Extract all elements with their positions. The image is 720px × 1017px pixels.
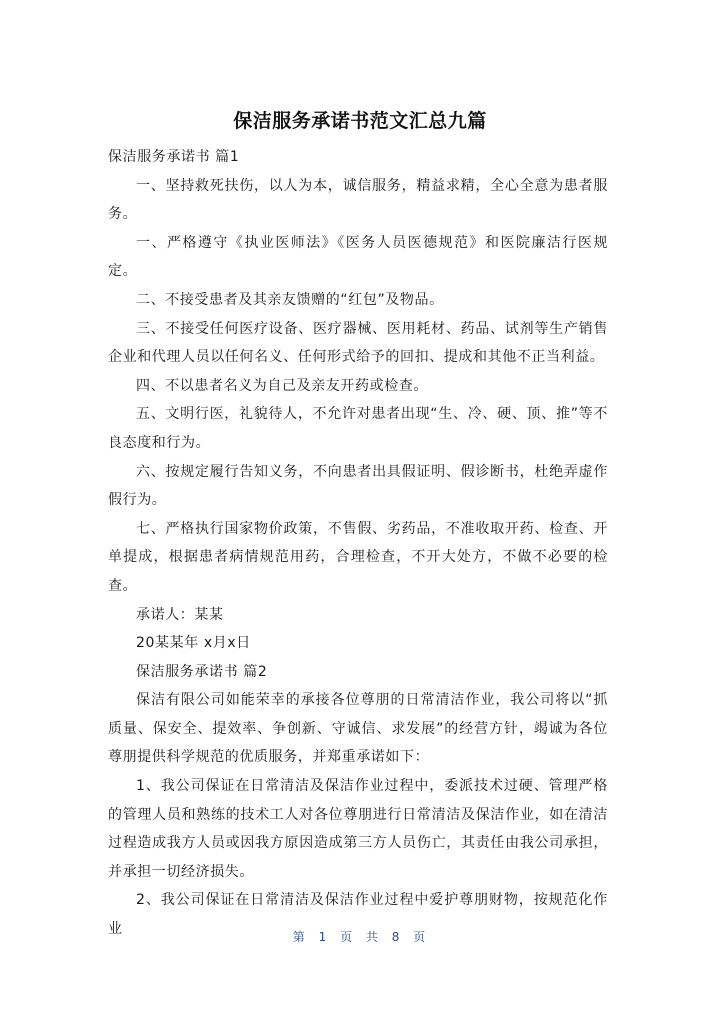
document-title: 保洁服务承诺书范文汇总九篇 [233,110,487,132]
paragraph: 一、严格遵守《执业医师法》《医务人员医德规范》和医院廉洁行医规定。 [108,234,608,280]
paragraph: 保洁有限公司如能荣幸的承接各位尊朋的日常清洁作业，我公司将以“抓质量、保安全、提效率、争创新、守诚信、求发展”的经营方针，竭诚为各位尊朋提供科学规范的优质服务，并郑重承诺如下： [108,692,608,766]
document-body [108,143,608,944]
page-footer [0,928,720,945]
date-line: 20某某年 x月x日 [136,635,251,652]
paragraph: 一、坚持救死扶伤，以人为本，诚信服务，精益求精，全心全意为患者服务。 [108,177,608,223]
paragraph: 2、我公司保证在日常清洁及保洁作业过程中爱护尊朋财物，按规范化作业 [108,892,608,938]
paragraph: 四、不以患者名义为自己及亲友开药或检查。 [136,377,428,394]
footer-label-ye: 页 [340,930,355,944]
section-heading-2: 保洁服务承诺书 篇2 [136,663,268,680]
footer-label-gong: 共 [365,930,380,944]
signatory-line: 承诺人：某某 [136,606,224,623]
footer-label-ye2: 页 [413,930,428,944]
footer-total-pages: 8 [391,930,402,944]
paragraph: 三、不接受任何医疗设备、医疗器械、医用耗材、药品、试剂等生产销售企业和代理人员以任何名义、任何形式给予的回扣、提成和其他不正当利益。 [108,320,608,366]
paragraph: 五、文明行医，礼貌待人，不允许对患者出现“生、冷、硬、顶、推”等不良态度和行为。 [108,406,608,451]
paragraph: 1、我公司保证在日常清洁及保洁作业过程中，委派技术过硬、管理严格的管理人员和熟练的技术工人对各位尊朋进行日常清洁及保洁作业，如在清洁过程造成我方人员或因我方原因造成第三方人员伤亡，其责任由我公司承担，并承担一切经济损失。 [108,778,608,880]
footer-label-di: 第 [292,930,307,944]
footer-current-page: 1 [318,930,329,944]
paragraph: 二、不接受患者及其亲友馈赠的“红包”及物品。 [136,291,444,308]
paragraph: 六、按规定履行告知义务，不向患者出具假证明、假诊断书，杜绝弄虚作假行为。 [108,463,608,509]
paragraph: 七、严格执行国家物价政策，不售假、劣药品，不准收取开药、检查、开单提成，根据患者病情规范用药，合理检查，不开大处方，不做不必要的检查。 [108,520,608,594]
section-heading-1: 保洁服务承诺书 篇1 [108,149,240,165]
